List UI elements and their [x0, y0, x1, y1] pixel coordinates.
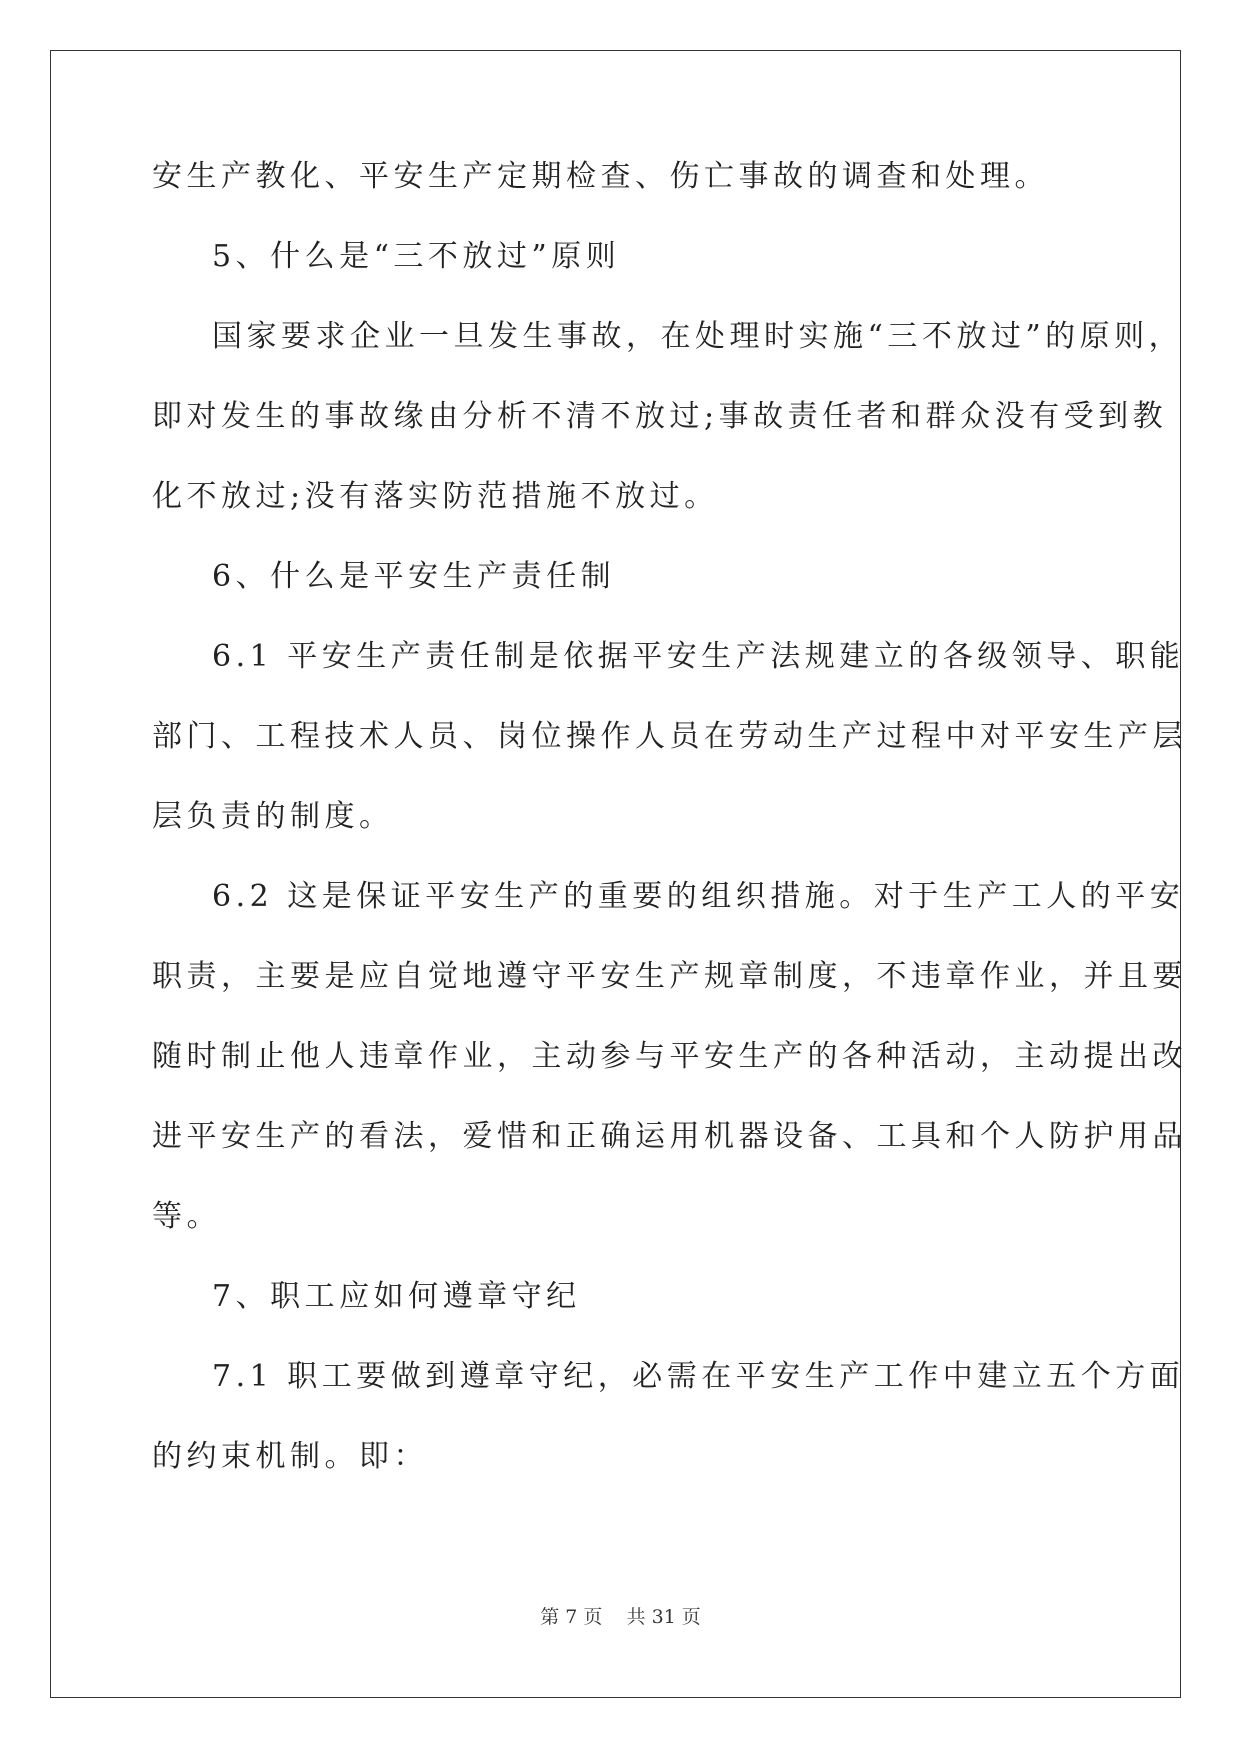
- section-heading: 6、什么是平安生产责任制: [212, 559, 616, 594]
- section-heading: 5、什么是“三不放过”原则: [212, 239, 621, 274]
- text-line: 随时制止他人违章作业，主动参与平安生产的各种活动，主动提出改: [152, 1039, 1187, 1074]
- document-body: [152, 159, 1187, 1522]
- text-line: 的约束机制。即：: [152, 1439, 428, 1474]
- text-line: 部门、工程技术人员、岗位操作人员在劳动生产过程中对平安生产层: [152, 719, 1187, 754]
- text-line: 层负责的制度。: [152, 799, 394, 834]
- text-line: 安生产教化、平安生产定期检查、伤亡事故的调查和处理。: [152, 159, 1049, 194]
- text-line: 7.1 职工要做到遵章守纪，必需在平安生产工作中建立五个方面: [212, 1359, 1185, 1394]
- section-heading: 7、职工应如何遵章守纪: [212, 1279, 581, 1314]
- text-line: 即对发生的事故缘由分析不清不放过;事故责任者和群众没有受到教: [152, 399, 1168, 434]
- text-line: 6.1 平安生产责任制是依据平安生产法规建立的各级领导、职能: [212, 639, 1185, 674]
- text-line: 等。: [152, 1199, 221, 1234]
- text-line: 职责，主要是应自觉地遵守平安生产规章制度，不违章作业，并且要: [152, 959, 1187, 994]
- text-line: 国家要求企业一旦发生事故，在处理时实施“三不放过”的原则，: [212, 319, 1184, 354]
- page-footer: 第 7 页 共 31 页: [540, 1606, 701, 1628]
- text-line: 进平安生产的看法，爱惜和正确运用机器设备、工具和个人防护用品: [152, 1119, 1187, 1154]
- text-line: 6.2 这是保证平安生产的重要的组织措施。对于生产工人的平安: [212, 879, 1185, 914]
- text-line: 化不放过;没有落实防范措施不放过。: [152, 479, 719, 514]
